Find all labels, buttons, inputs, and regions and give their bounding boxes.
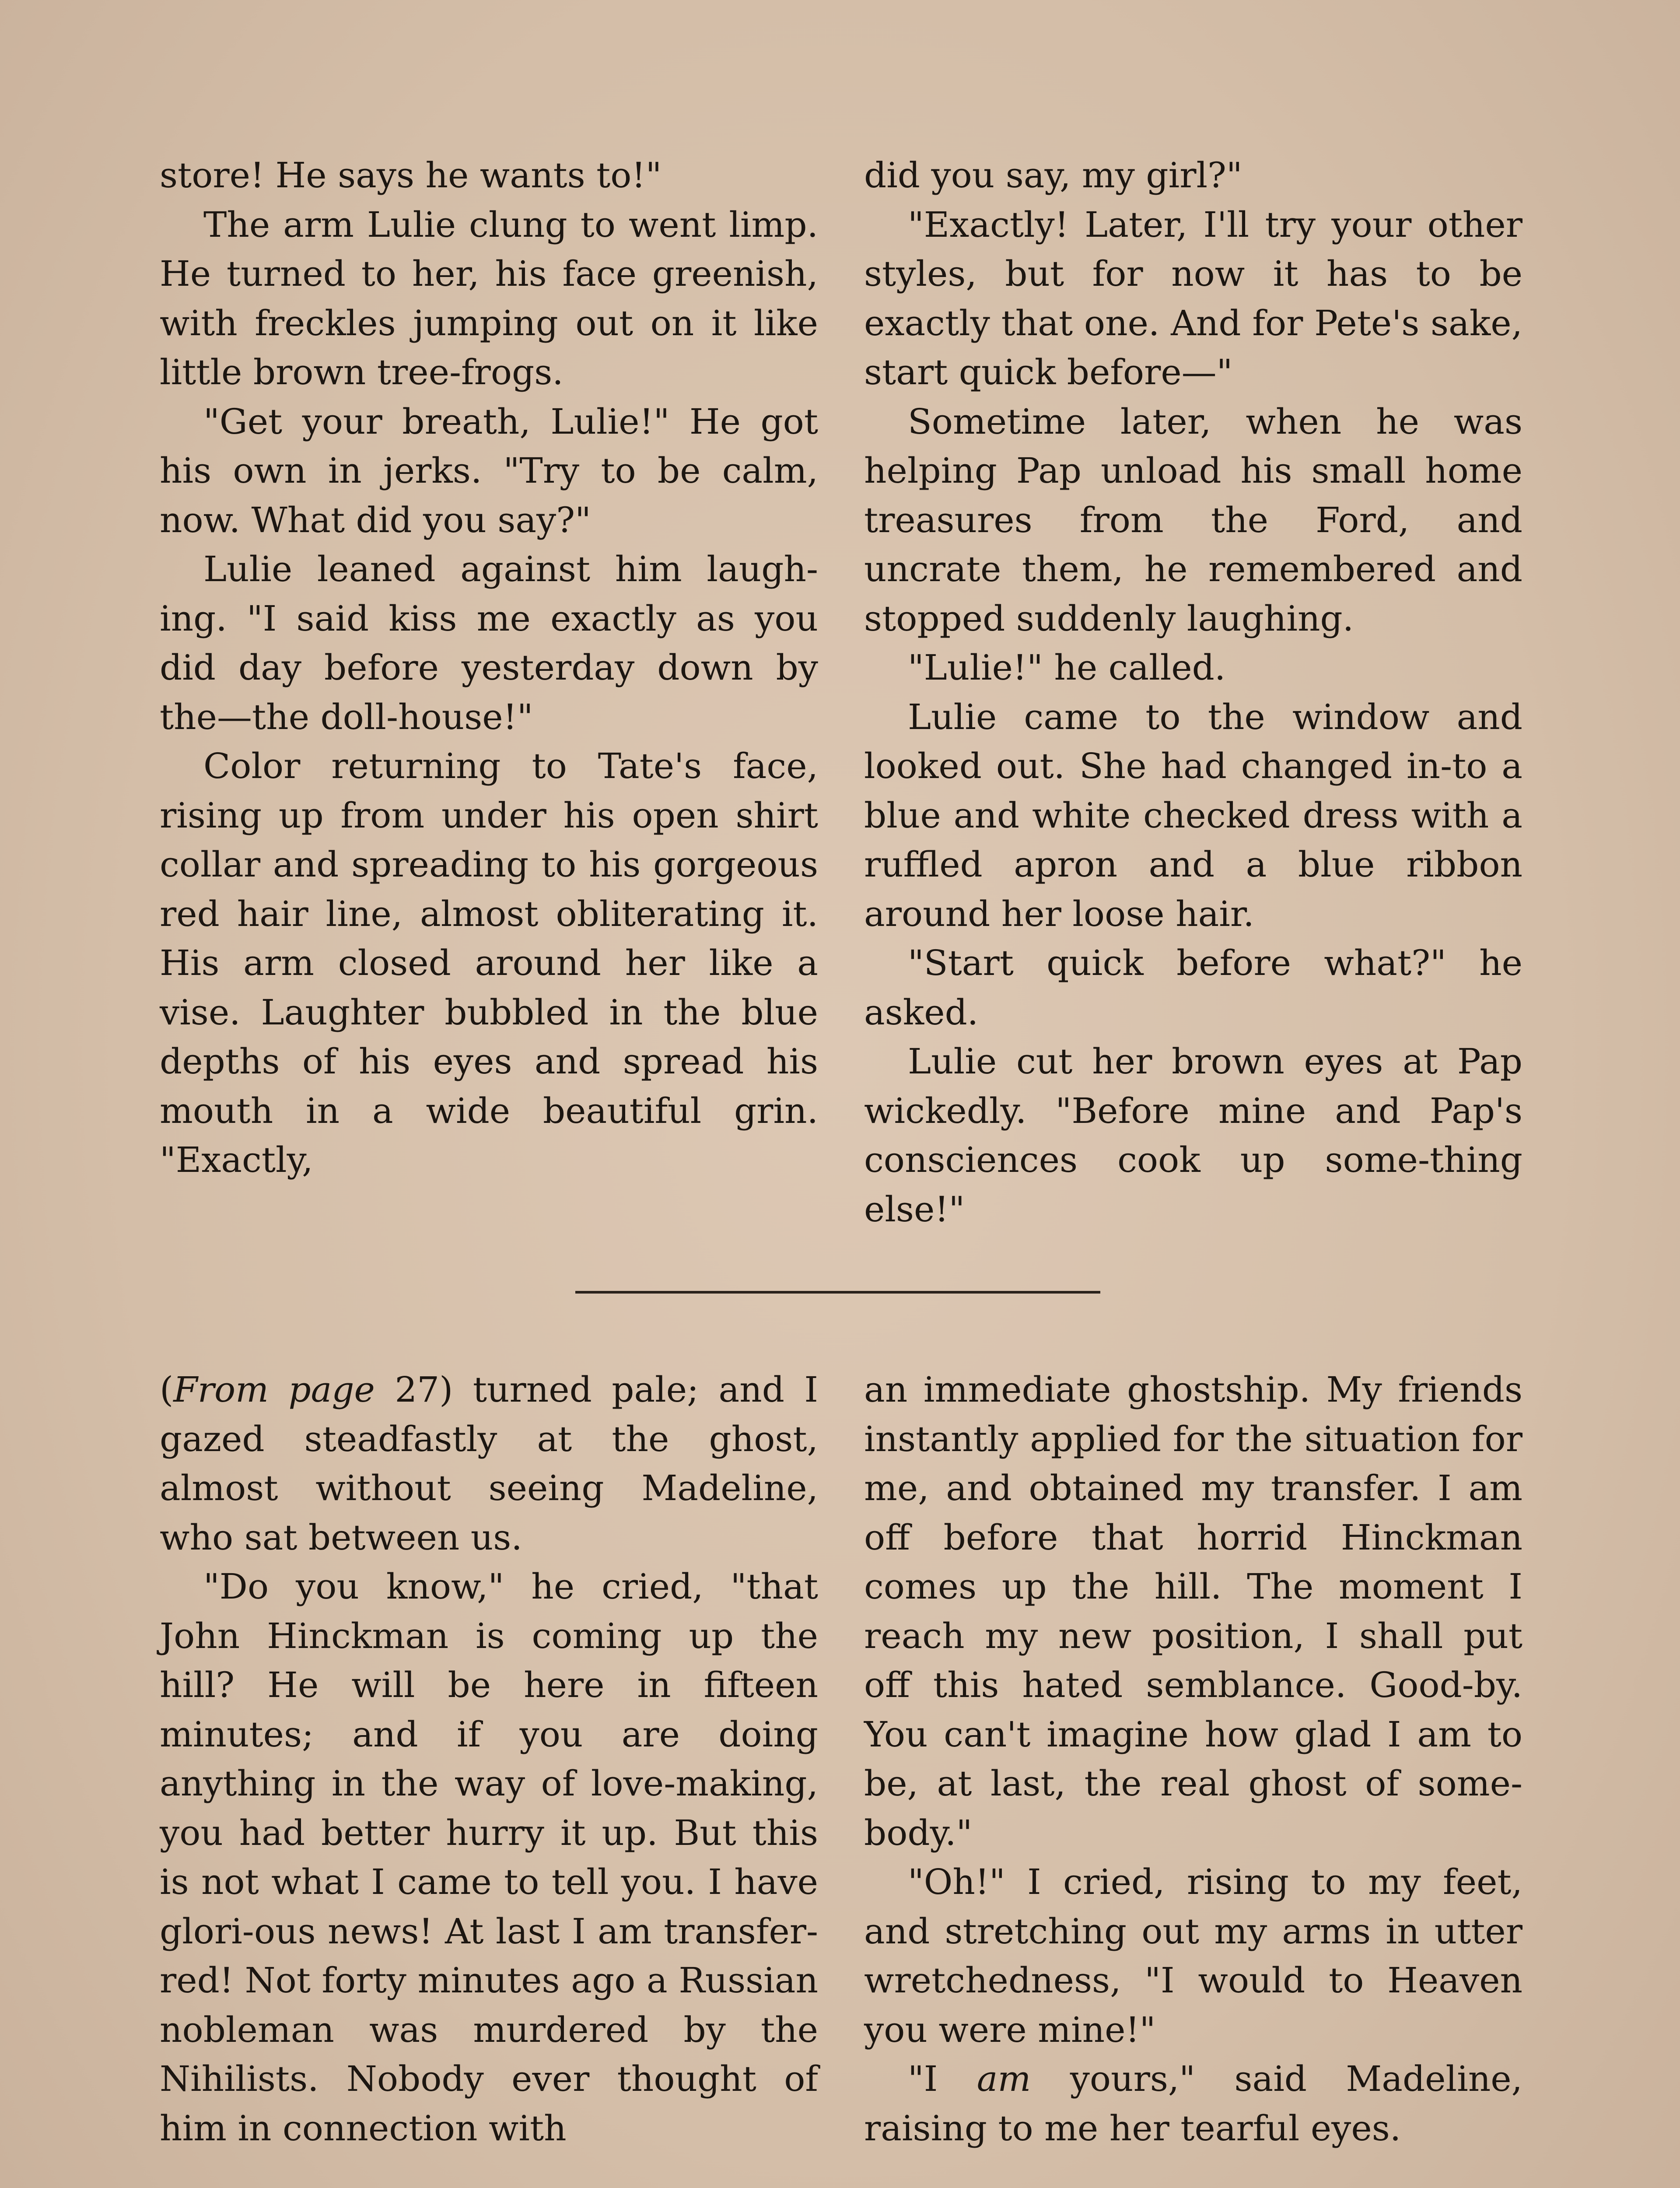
paragraph: Color returning to Tate's face, rising up from under his open shirt collar and spreading to his gorgeous red hair line, almost obliterating it. His arm closed around her like a vise. Laughter bubbled in the blue depths of his eyes and spread his mouth in a wide beautiful grin. "Exactly,	[160, 746, 818, 1180]
paragraph: (From page 27) turned pale; and I gazed steadfastly at the ghost, almost without seeing Madeline, who sat between us.	[160, 1369, 818, 1558]
from-page-label: From page	[173, 1369, 375, 1410]
paragraph: Lulie came to the window and looked out. She had changed in-to a blue and white checked dress with a ruffled apron and a blue ribbon around her loose hair.	[864, 696, 1522, 934]
continued-story-left-column	[160, 1365, 818, 2153]
paragraph: "Do you know," he cried, "that John Hinckman is coming up the hill? He will be here in fifteen minutes; and if you are doing anything in the way of love-making, you had better hurry it up. But this is not what I came to tell you. I have glori-ous news! At last I am transfer-red! Not forty minutes ago a Russian nobleman was murdered by the Nihilists. Nobody ever thought of him in connection with	[160, 1566, 818, 2149]
paragraph: "Exactly! Later, I'll try your other styles, but for now it has to be exactly that one. And for Pete's sake, start quick before—"	[864, 204, 1522, 393]
paragraph: "Oh!" I cried, rising to my feet, and stretching out my arms in utter wretchedness, "I would to Heaven you were mine!"	[864, 1862, 1522, 2050]
paragraph: an immediate ghostship. My friends instantly applied for the situation for me, and obtained my transfer. I am off before that horrid Hinckman comes up the hill. The moment I reach my new position, I shall put off this hated semblance. Good-by. You can't imagine how glad I am to be, at last, the real ghost of some-body."	[864, 1369, 1522, 1853]
paragraph: did you say, my girl?"	[864, 155, 1242, 196]
paragraph	[864, 2055, 1522, 2153]
paragraph: store! He says he wants to!"	[160, 155, 662, 196]
paragraph: "Start quick before what?" he asked.	[864, 943, 1522, 1033]
paragraph-text: turned pale; and I gazed steadfastly at the ghost, almost without seeing Madeline, who sat between us.	[160, 1369, 818, 1558]
paragraph: Lulie cut her brown eyes at Pap wickedly. "Before mine and Pap's consciences cook up some-thing else!"	[864, 1041, 1522, 1230]
paragraph-open: "I	[908, 2058, 938, 2099]
emphasis: am	[976, 2058, 1031, 2099]
paragraph: Lulie leaned against him laugh-ing. "I said kiss me exactly as you did day before yesterday down by the—the doll-house!"	[160, 549, 818, 737]
story-end-left-column	[160, 151, 818, 1185]
continued-story-right-column	[864, 1365, 1522, 2153]
paragraph: "Get your breath, Lulie!" He got his own in jerks. "Try to be calm, now. What did you say?"	[160, 401, 818, 540]
story-end-right-column	[864, 151, 1522, 1234]
section-divider	[575, 1291, 1100, 1294]
paragraph: The arm Lulie clung to went limp. He turned to her, his face greenish, with freckles jumping out on it like little brown tree-frogs.	[160, 204, 818, 393]
from-page-number: 27	[395, 1369, 440, 1410]
paragraph: "Lulie!" he called.	[908, 647, 1226, 688]
paragraph-rest: yours," said Madeline, raising to me her tearful eyes.	[864, 2058, 1522, 2149]
paragraph: Sometime later, when he was helping Pap unload his small home treasures from the Ford, and uncrate them, he remembered and stopped suddenly laughing.	[864, 401, 1522, 639]
